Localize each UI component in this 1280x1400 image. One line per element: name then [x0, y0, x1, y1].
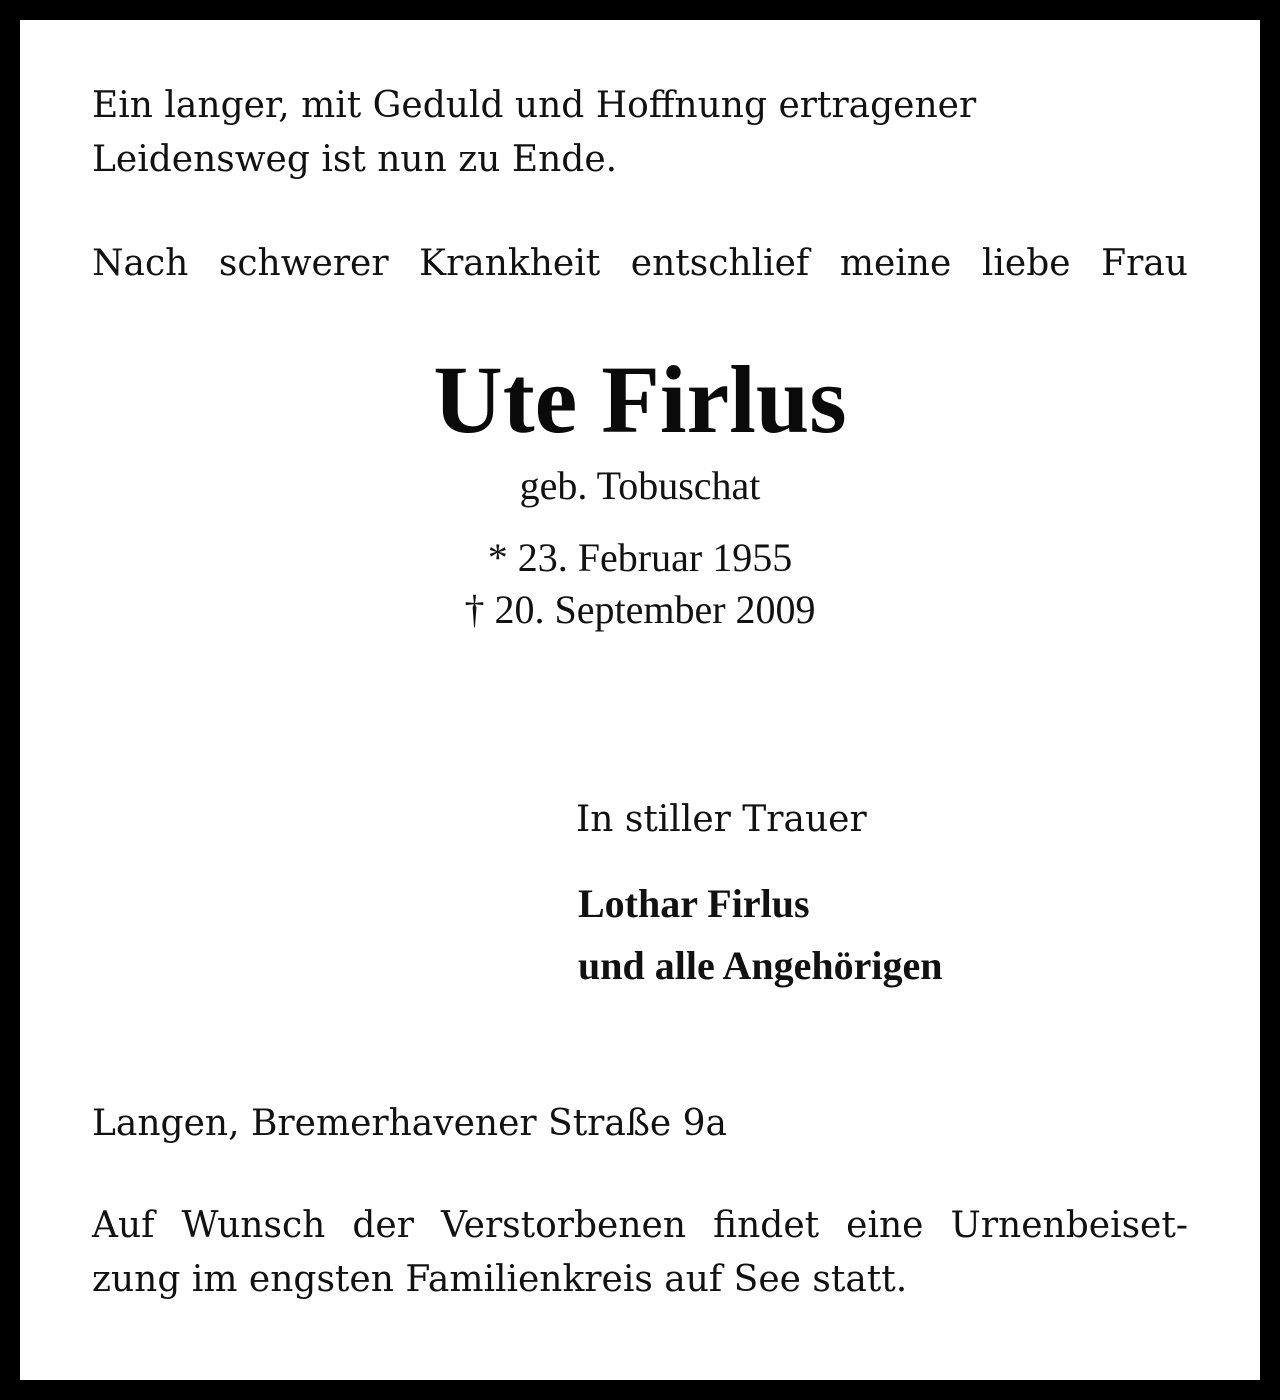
mourning-intro: In stiller Trauer [576, 799, 867, 840]
maiden-name: geb. Tobuschat [519, 463, 761, 508]
mourner-relatives: und alle Angehörigen [578, 943, 943, 988]
mourner-name: Lothar Firlus [578, 881, 810, 926]
death-date: † 20. September 2009 [464, 587, 816, 632]
birth-date: * 23. Februar 1955 [487, 535, 793, 580]
burial-note-line-2: zung im engsten Familienkreis auf See statt. [92, 1259, 908, 1300]
intro-line-2: Leidensweg ist nun zu Ende. [92, 139, 618, 180]
deceased-name: Ute Firlus [433, 346, 847, 453]
address-text: Langen, Bremerhavener Straße 9a [92, 1103, 727, 1144]
intro-line-1: Ein langer, mit Geduld und Hoffnung ertragener [92, 85, 977, 126]
burial-note-line-1: Auf Wunsch der Verstorbenen findet eine Urnenbeiset- [92, 1205, 1188, 1246]
announcement-text: Nach schwerer Krankheit entschlief meine liebe Frau [92, 243, 1188, 284]
